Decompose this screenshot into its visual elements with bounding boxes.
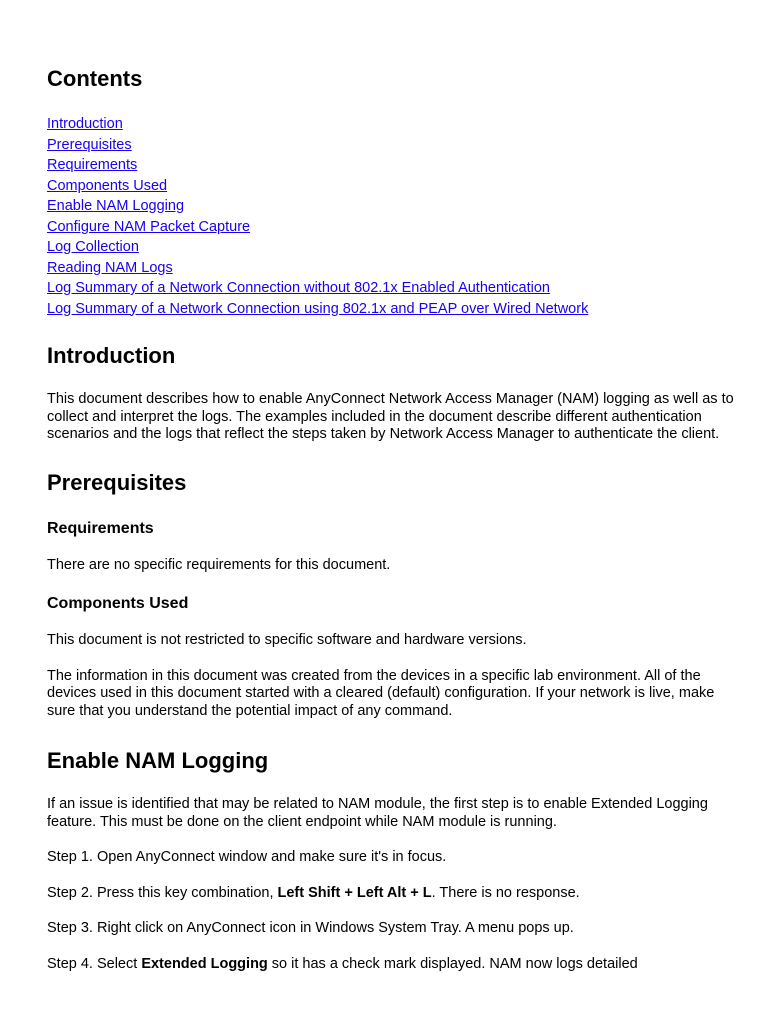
- toc-link-components-used[interactable]: Components Used: [47, 177, 168, 194]
- table-of-contents: [47, 114, 737, 319]
- toc-link-reading-nam-logs[interactable]: Reading NAM Logs: [47, 259, 173, 276]
- toc-link-introduction[interactable]: Introduction: [47, 116, 123, 132]
- step-2-suffix: . There is no response.: [431, 884, 580, 901]
- toc-link-log-summary-8021x-peap[interactable]: Log Summary of a Network Connection using 802.1x and PEAP over Wired Network: [47, 300, 589, 317]
- document-page: [47, 64, 737, 973]
- introduction-paragraph: This document describes how to enable AnyConnect Network Access Manager (NAM) logging as well as to collect and interpret the logs. The examples included in the document describe different authentication scenarios and the logs that reflect the steps taken by Network Access Manager to authenticate the client.: [47, 391, 734, 442]
- step-4-suffix: so it has a check mark displayed. NAM now logs detailed: [267, 955, 638, 972]
- enable-nam-logging-heading: Enable NAM Logging: [47, 748, 269, 773]
- step-4-prefix: Step 4. Select: [47, 955, 142, 972]
- requirements-paragraph: There are no specific requirements for this document.: [47, 556, 391, 573]
- step-2-prefix: Step 2. Press this key combination,: [47, 884, 278, 901]
- step-2-key-combination: Left Shift + Left Alt + L: [277, 884, 432, 901]
- components-paragraph-2: The information in this document was created from the devices in a specific lab environment. All of the devices used in this document started with a cleared (default) configuration. If your network is live, make sure that you understand the potential impact of any command.: [47, 667, 715, 719]
- introduction-heading: Introduction: [47, 343, 176, 368]
- toc-link-log-summary-without-8021x[interactable]: Log Summary of a Network Connection without 802.1x Enabled Authentication: [47, 280, 550, 296]
- components-paragraph-1: This document is not restricted to specific software and hardware versions.: [47, 632, 527, 648]
- step-3-paragraph: Step 3. Right click on AnyConnect icon in Windows System Tray. A menu pops up.: [47, 920, 574, 936]
- enable-logging-intro-paragraph: If an issue is identified that may be related to NAM module, the first step is to enable Extended Logging feature. This must be done on the client endpoint while NAM module is running.: [47, 796, 708, 830]
- prerequisites-heading: Prerequisites: [47, 469, 187, 495]
- step-4-paragraph: [47, 956, 737, 974]
- toc-link-enable-nam-logging[interactable]: Enable NAM Logging: [47, 198, 185, 214]
- components-used-heading: Components Used: [47, 595, 189, 612]
- toc-link-configure-nam-packet-capture[interactable]: Configure NAM Packet Capture: [47, 218, 251, 235]
- step-1-paragraph: Step 1. Open AnyConnect window and make sure it's in focus.: [47, 849, 447, 865]
- requirements-heading: Requirements: [47, 519, 154, 537]
- step-2-paragraph: [47, 885, 737, 903]
- contents-heading: Contents: [47, 66, 143, 91]
- step-4-extended-logging: Extended Logging: [141, 955, 268, 972]
- toc-link-prerequisites[interactable]: Prerequisites: [47, 136, 132, 153]
- toc-link-requirements[interactable]: Requirements: [47, 157, 138, 173]
- toc-link-log-collection[interactable]: Log Collection: [47, 239, 139, 255]
